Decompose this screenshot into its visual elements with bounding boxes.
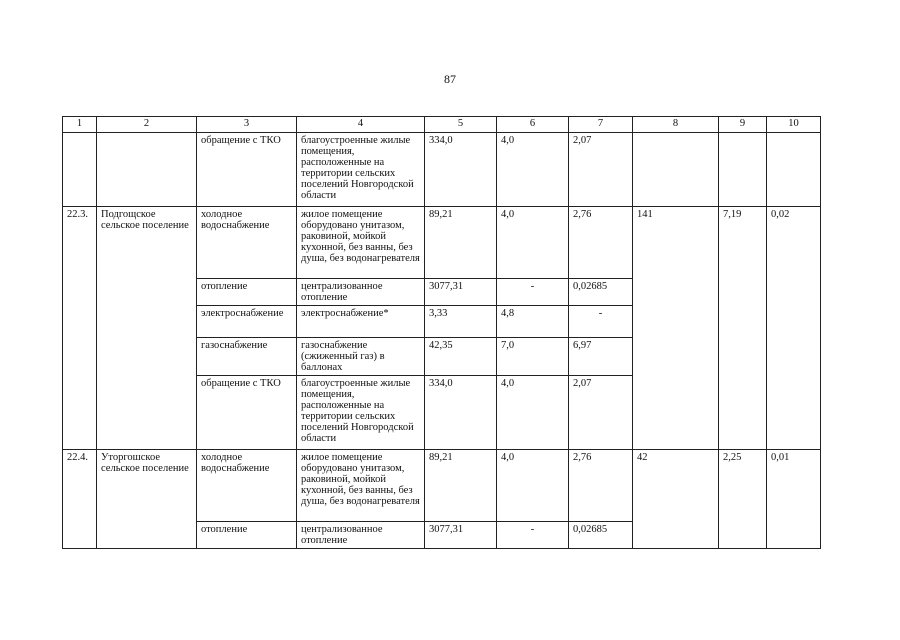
description-cell: газоснабжение (сжиженный газ) в баллонах — [297, 338, 425, 376]
table-row — [63, 133, 821, 207]
value-cell: 7,19 — [719, 207, 767, 450]
value-cell: - — [497, 279, 569, 306]
description-cell: централизованное отопление — [297, 279, 425, 306]
table-cell — [767, 133, 821, 207]
value-cell: 6,97 — [569, 338, 633, 376]
row-number-cell: 22.3. — [63, 207, 97, 450]
column-number-row — [63, 117, 821, 133]
description-cell: жилое помещение оборудовано унитазом, раковиной, мойкой кухонной, без ванны, без душа, без водонагревателя — [297, 207, 425, 279]
column-header: 1 — [63, 117, 97, 133]
description-cell: централизованное отопление — [297, 522, 425, 549]
service-cell: отопление — [197, 279, 297, 306]
value-cell: 89,21 — [425, 450, 497, 522]
value-cell: 3077,31 — [425, 522, 497, 549]
value-cell: 4,8 — [497, 306, 569, 338]
column-header: 5 — [425, 117, 497, 133]
value-cell: 3,33 — [425, 306, 497, 338]
column-header: 8 — [633, 117, 719, 133]
value-cell: 3077,31 — [425, 279, 497, 306]
value-cell: 4,0 — [497, 376, 569, 450]
description-cell: благоустроенные жилые помещения, расположенные на территории сельских поселений Новгородской области — [297, 376, 425, 450]
value-cell: 2,25 — [719, 450, 767, 549]
service-cell: обращение с ТКО — [197, 376, 297, 450]
page-number: 87 — [444, 72, 456, 86]
settlement-cell: Уторгошское сельское поселение — [97, 450, 197, 549]
value-cell: 141 — [633, 207, 719, 450]
value-cell: 2,76 — [569, 207, 633, 279]
table-cell — [63, 133, 97, 207]
value-cell: 2,07 — [569, 133, 633, 207]
settlement-cell: Подгощское сельское поселение — [97, 207, 197, 450]
value-cell: 0,02685 — [569, 522, 633, 549]
column-header: 9 — [719, 117, 767, 133]
value-cell: 4,0 — [497, 207, 569, 279]
value-cell: 7,0 — [497, 338, 569, 376]
value-cell: - — [497, 522, 569, 549]
value-cell: 334,0 — [425, 376, 497, 450]
table-cell — [719, 133, 767, 207]
service-cell: холодное водоснабжение — [197, 450, 297, 522]
value-cell: 0,02685 — [569, 279, 633, 306]
column-header: 4 — [297, 117, 425, 133]
service-cell: газоснабжение — [197, 338, 297, 376]
column-header: 3 — [197, 117, 297, 133]
value-cell: 2,76 — [569, 450, 633, 522]
value-cell: 2,07 — [569, 376, 633, 450]
service-cell: холодное водоснабжение — [197, 207, 297, 279]
table-cell — [633, 133, 719, 207]
value-cell: 42 — [633, 450, 719, 549]
value-cell: 89,21 — [425, 207, 497, 279]
description-cell: электроснабжение* — [297, 306, 425, 338]
row-number-cell: 22.4. — [63, 450, 97, 549]
value-cell: 334,0 — [425, 133, 497, 207]
value-cell: 4,0 — [497, 450, 569, 522]
value-cell: 42,35 — [425, 338, 497, 376]
service-cell: отопление — [197, 522, 297, 549]
service-cell: электроснабжение — [197, 306, 297, 338]
column-header: 2 — [97, 117, 197, 133]
value-cell: 0,02 — [767, 207, 821, 450]
column-header: 7 — [569, 117, 633, 133]
tariff-table — [62, 116, 821, 549]
value-cell: 4,0 — [497, 133, 569, 207]
service-cell: обращение с ТКО — [197, 133, 297, 207]
description-cell: жилое помещение оборудовано унитазом, раковиной, мойкой кухонной, без ванны, без душа, без водонагревателя — [297, 450, 425, 522]
column-header: 6 — [497, 117, 569, 133]
table-cell — [97, 133, 197, 207]
table-row — [63, 207, 821, 279]
value-cell: - — [569, 306, 633, 338]
description-cell: благоустроенные жилые помещения, расположенные на территории сельских поселений Новгородской области — [297, 133, 425, 207]
column-header: 10 — [767, 117, 821, 133]
value-cell: 0,01 — [767, 450, 821, 549]
table-row — [63, 450, 821, 522]
